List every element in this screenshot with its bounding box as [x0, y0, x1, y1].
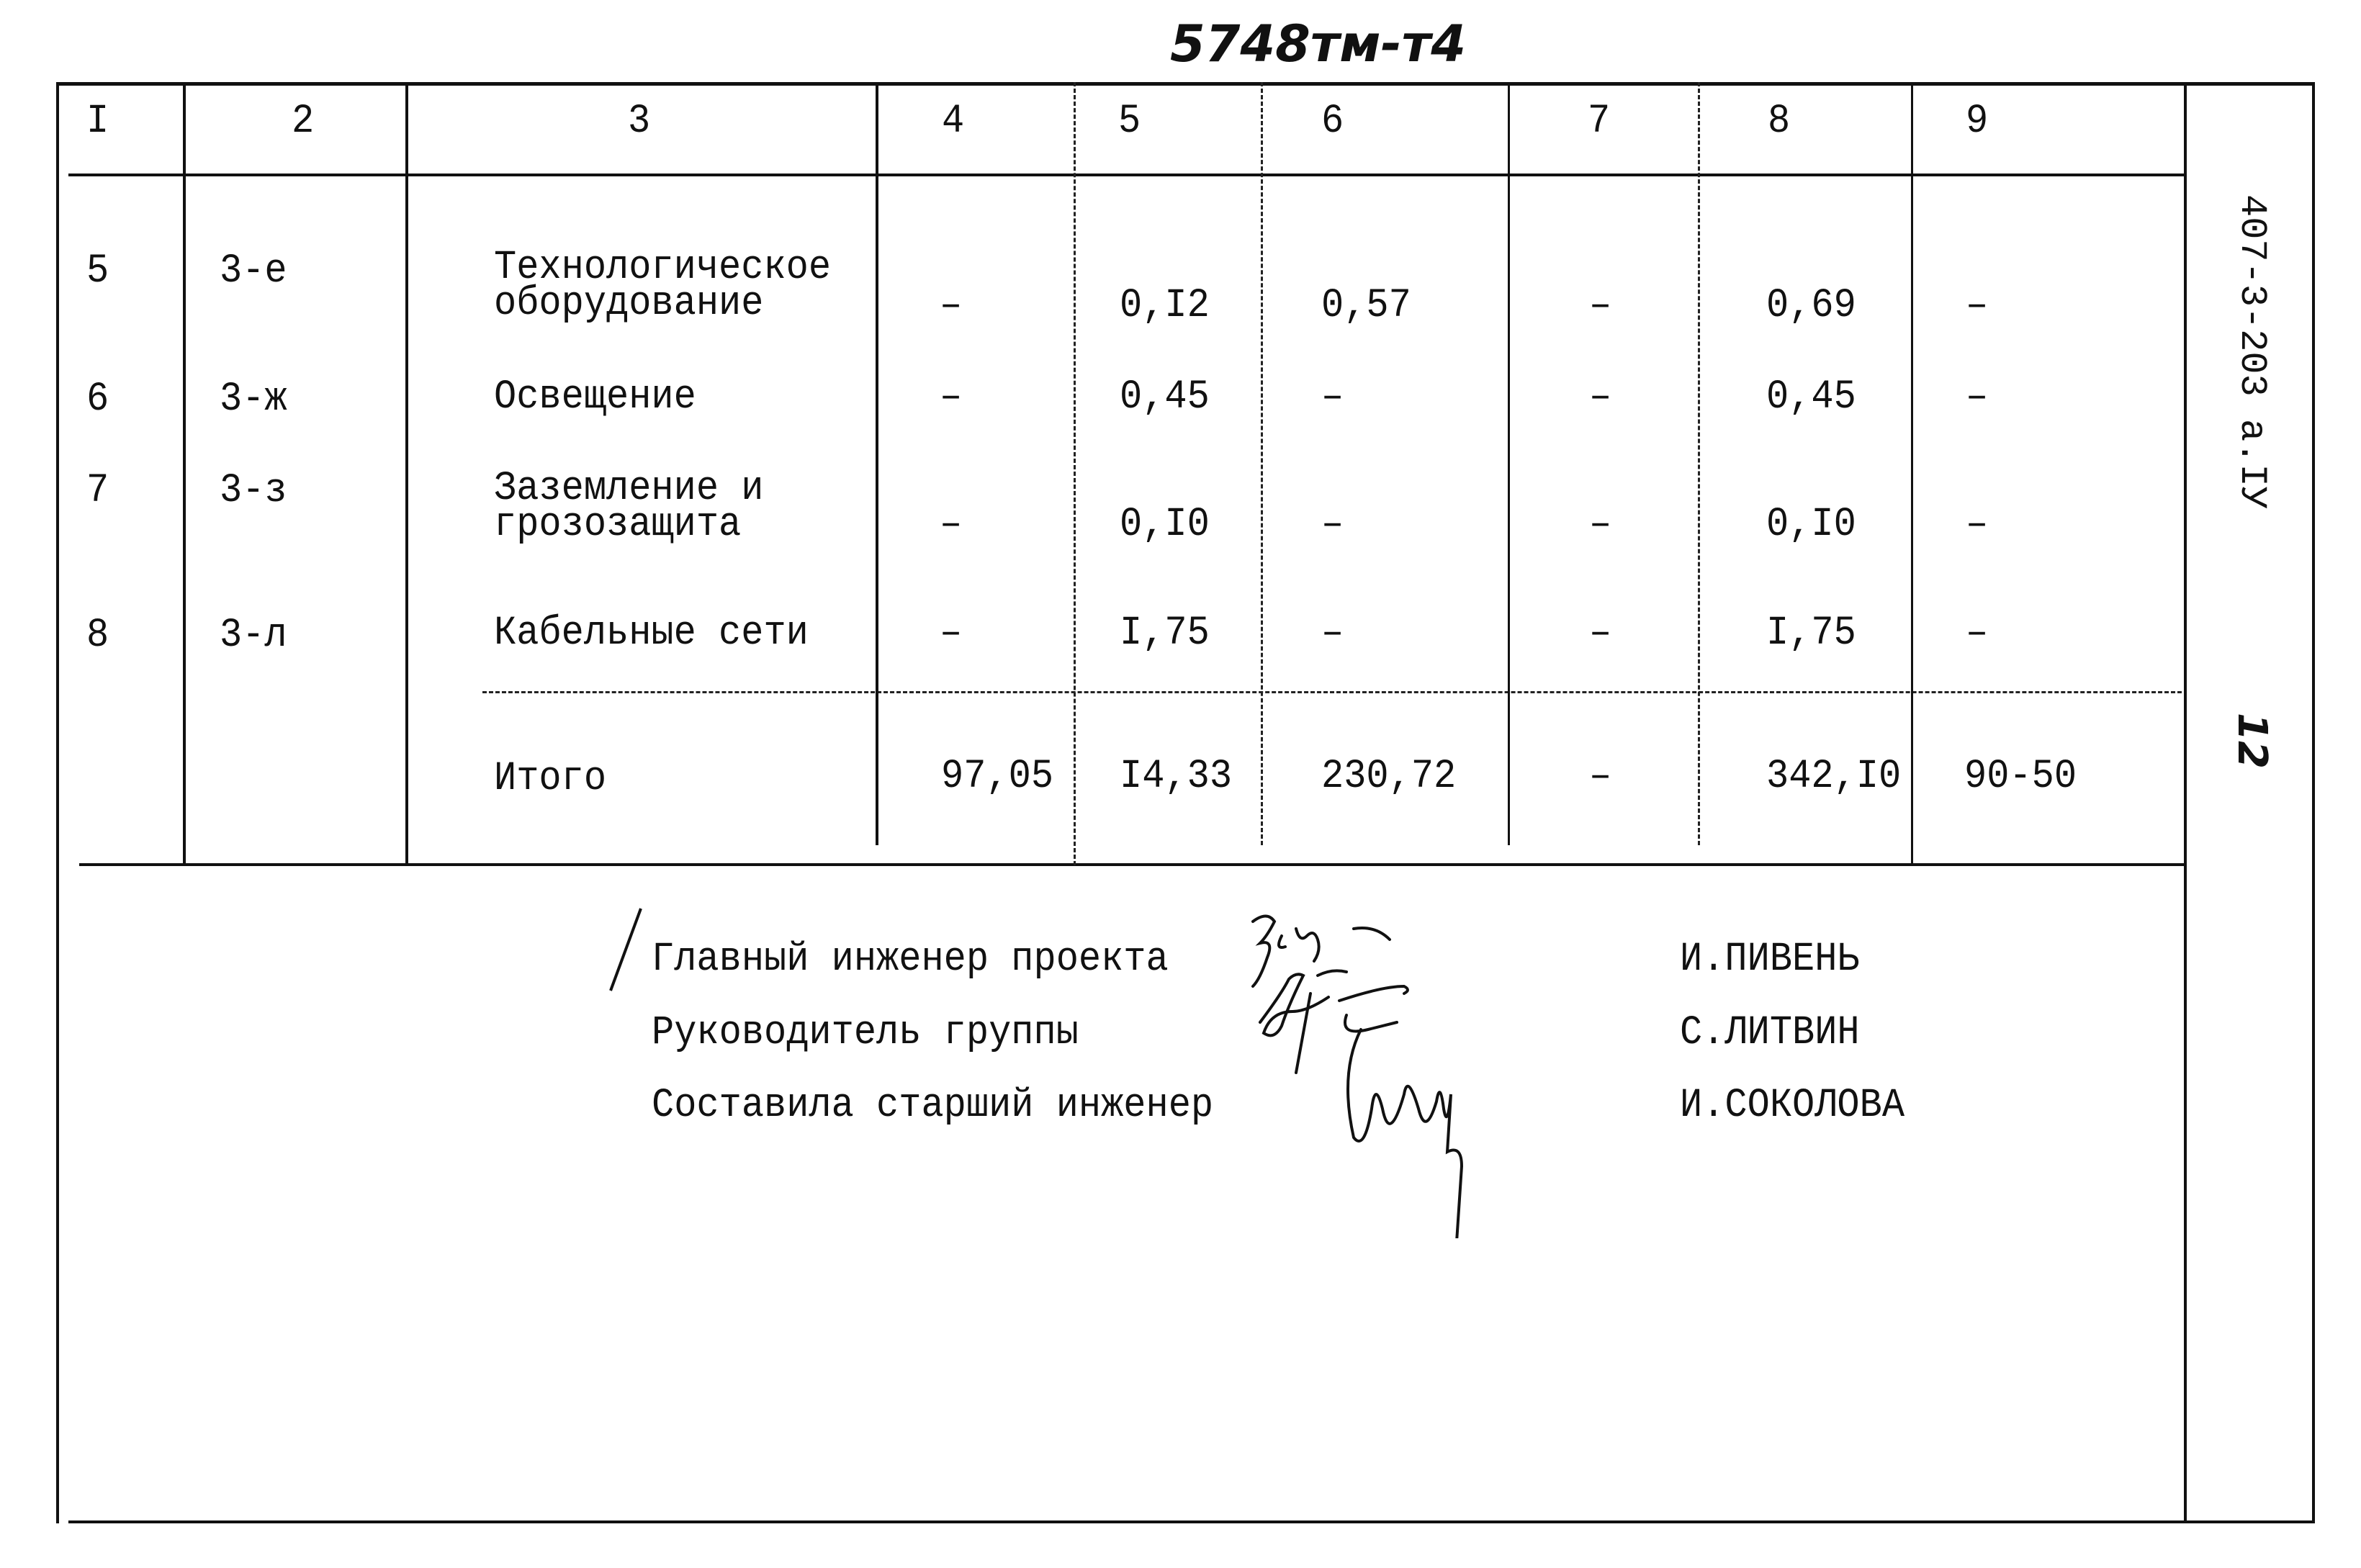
cell-6: –: [1321, 374, 1344, 420]
signer-name: С.ЛИТВИН: [1680, 1009, 1860, 1056]
cell-9: –: [1966, 374, 1989, 420]
side-page-number: 12: [2229, 713, 2275, 769]
cell-5: 0,I0: [1120, 501, 1210, 548]
header-col-2: 2: [292, 98, 315, 145]
header-col-6: 6: [1321, 98, 1344, 145]
cell-4: –: [940, 501, 963, 548]
row-name-cont: грозозащита: [494, 501, 742, 548]
cell-4: –: [940, 610, 963, 657]
total-6: 230,72: [1321, 753, 1457, 800]
row-number: 7: [86, 467, 109, 514]
row-name: Заземление и: [494, 465, 764, 512]
cell-9: –: [1966, 501, 1989, 548]
cell-5: 0,I2: [1120, 282, 1210, 329]
cell-9: –: [1966, 610, 1989, 657]
row-name-cont: оборудование: [494, 280, 764, 327]
cell-8: 0,45: [1766, 374, 1856, 420]
total-4: 97,05: [941, 753, 1054, 800]
header-col-3: 3: [628, 98, 651, 145]
row-number: 8: [86, 612, 109, 659]
signer-name: И.ПИВЕНЬ: [1680, 936, 1860, 983]
row-number: 5: [86, 248, 109, 294]
cell-6: 0,57: [1321, 282, 1411, 329]
header-col-7: 7: [1588, 98, 1611, 145]
cell-7: –: [1589, 501, 1612, 548]
cell-7: –: [1589, 610, 1612, 657]
header-col-9: 9: [1966, 98, 1989, 145]
cell-4: –: [940, 374, 963, 420]
signer-name: И.СОКОЛОВА: [1680, 1082, 1905, 1129]
row-code: 3-л: [220, 612, 287, 659]
signer-role: Составила старший инженер: [652, 1082, 1214, 1129]
header-col-8: 8: [1768, 98, 1791, 145]
row-code: 3-е: [220, 248, 287, 294]
header-col-5: 5: [1118, 98, 1141, 145]
row-code: 3-ж: [220, 376, 287, 423]
row-number: 6: [86, 376, 109, 423]
cell-7: –: [1589, 282, 1612, 329]
row-code: 3-з: [220, 467, 287, 514]
cell-6: –: [1321, 501, 1344, 548]
signer-role: Руководитель группы: [652, 1009, 1079, 1056]
cell-7: –: [1589, 374, 1612, 420]
total-9: 90-50: [1964, 753, 2077, 800]
cell-5: 0,45: [1120, 374, 1210, 420]
row-name: Технологическое: [494, 244, 832, 291]
margin-slash: [605, 907, 648, 993]
row-name: Кабельные сети: [494, 610, 809, 657]
side-designation: 407-3-203 а.IУ: [2231, 194, 2273, 509]
total-label: Итого: [494, 755, 607, 802]
cell-6: –: [1321, 610, 1344, 657]
header-col-4: 4: [942, 98, 965, 145]
cell-4: –: [940, 282, 963, 329]
cell-9: –: [1966, 282, 1989, 329]
total-5: I4,33: [1120, 753, 1233, 800]
cell-8: 0,I0: [1766, 501, 1856, 548]
header-col-1: I: [86, 98, 109, 145]
cell-8: 0,69: [1766, 282, 1856, 329]
cell-8: I,75: [1766, 610, 1856, 657]
row-name: Освещение: [494, 374, 696, 420]
signer-role: Главный инженер проекта: [652, 936, 1169, 983]
total-8: 342,I0: [1766, 753, 1902, 800]
cell-5: I,75: [1120, 610, 1210, 657]
total-7: –: [1589, 753, 1612, 800]
handwritten-signatures: [1238, 907, 1670, 1238]
document-code: 5748тм-т4: [1170, 14, 1466, 73]
